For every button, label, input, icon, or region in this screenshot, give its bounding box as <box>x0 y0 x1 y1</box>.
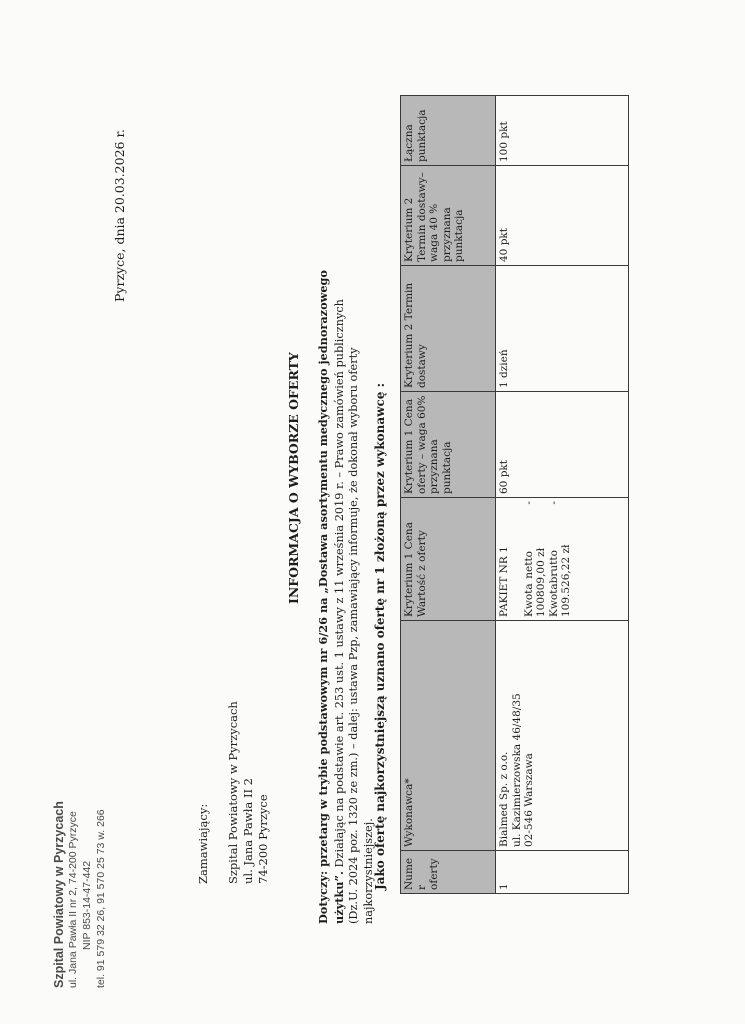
stamp-line: tel. 91 579 32 26, 91 570 25 73 w. 266 <box>95 809 107 988</box>
column-header-offer-value: Kryterium 1 Cena Wartość z oferty <box>401 498 496 621</box>
price-points-cell: 60 pkt <box>496 392 629 498</box>
orderer-line: Szpital Powiatowy w Pyrzycach <box>226 701 240 884</box>
net-label: Kwota <box>522 583 535 617</box>
stamp-line: Szpital Powiatowy w Pyrzycach <box>52 801 66 988</box>
reference-subject: Dotyczy: przetarg w trybie podstawowym nr 6/26 na „Dostawa asortymentu medycznego jednorazowego użytku”. <box>316 270 346 924</box>
contractor-line: Bialmed Sp. z o.o. <box>498 751 510 847</box>
reference-body: Działając na podstawie art. 253 ust. 1 ustawy z 11 września 2019 r. – Prawo zamówień publicznych (Dz.U. 2024 poz. 1320 ze zm.) – dalej: ustawa Pzp, zamawiający informuje, że dokonał wyboru oferty najkorzystniejszej. <box>332 299 375 924</box>
table-row <box>496 96 629 894</box>
orderer-block <box>196 701 271 884</box>
stamp-line: NIP 853-14-47-442 <box>81 860 93 950</box>
column-header-offer-number: Nume r oferty <box>401 851 496 894</box>
gross-value: 109.526,22 zł <box>560 544 572 617</box>
gross-dash: - <box>547 501 560 505</box>
offer-number-cell: 1 <box>496 851 629 894</box>
delivery-cell: 1 dzień <box>496 266 629 392</box>
net-value: 100809,00 zł <box>535 547 547 617</box>
delivery-points-cell: 40 pkt <box>496 166 629 266</box>
organization-stamp <box>52 801 108 988</box>
selection-statement: Jako ofertę najkorzystniejszą uznano ofertę nr 1 złożoną przez wykonawcę : <box>373 382 387 890</box>
orderer-line: ul. Jana Pawła II 2 <box>241 778 255 884</box>
document-date: Pyrzyce, dnia 20.03.2026 r. <box>112 128 127 302</box>
column-header-total: Łączna punktacja <box>401 96 496 166</box>
contractor-cell <box>496 621 629 851</box>
orderer-label: Zamawiający: <box>196 803 210 884</box>
net-dash: - <box>522 501 535 505</box>
gross-label: Kwota <box>547 583 560 617</box>
gross-word: brutto <box>547 550 560 584</box>
total-points-cell: 100 pkt <box>496 96 629 166</box>
column-header-delivery: Kryterium 2 Termin dostawy <box>401 266 496 392</box>
column-header-delivery-points: Kryterium 2 Termin dostawy– waga 40 % przyznana punktacja <box>401 166 496 266</box>
stamp-line: ul. Jana Pawła II nr 2, 74-200 Pyrzyce <box>67 811 79 988</box>
package-label: PAKIET NR 1 <box>498 546 510 617</box>
reference-paragraph <box>316 264 376 924</box>
net-word: netto <box>522 551 535 579</box>
contractor-line: 02-546 Warszawa <box>523 753 535 847</box>
contractor-line: ul. Kazimierzowska 46/48/35 <box>510 693 523 847</box>
table-header-row <box>401 96 496 894</box>
offers-table <box>400 95 629 894</box>
column-header-contractor: Wykonawca* <box>401 621 496 851</box>
orderer-line: 74-200 Pyrzyce <box>256 794 270 884</box>
page-title: INFORMACJA O WYBORZE OFERTY <box>286 352 301 604</box>
offer-value-cell <box>496 498 629 621</box>
column-header-price-points: Kryterium 1 Cena oferty – waga 60% przyznana punktacja <box>401 392 496 498</box>
